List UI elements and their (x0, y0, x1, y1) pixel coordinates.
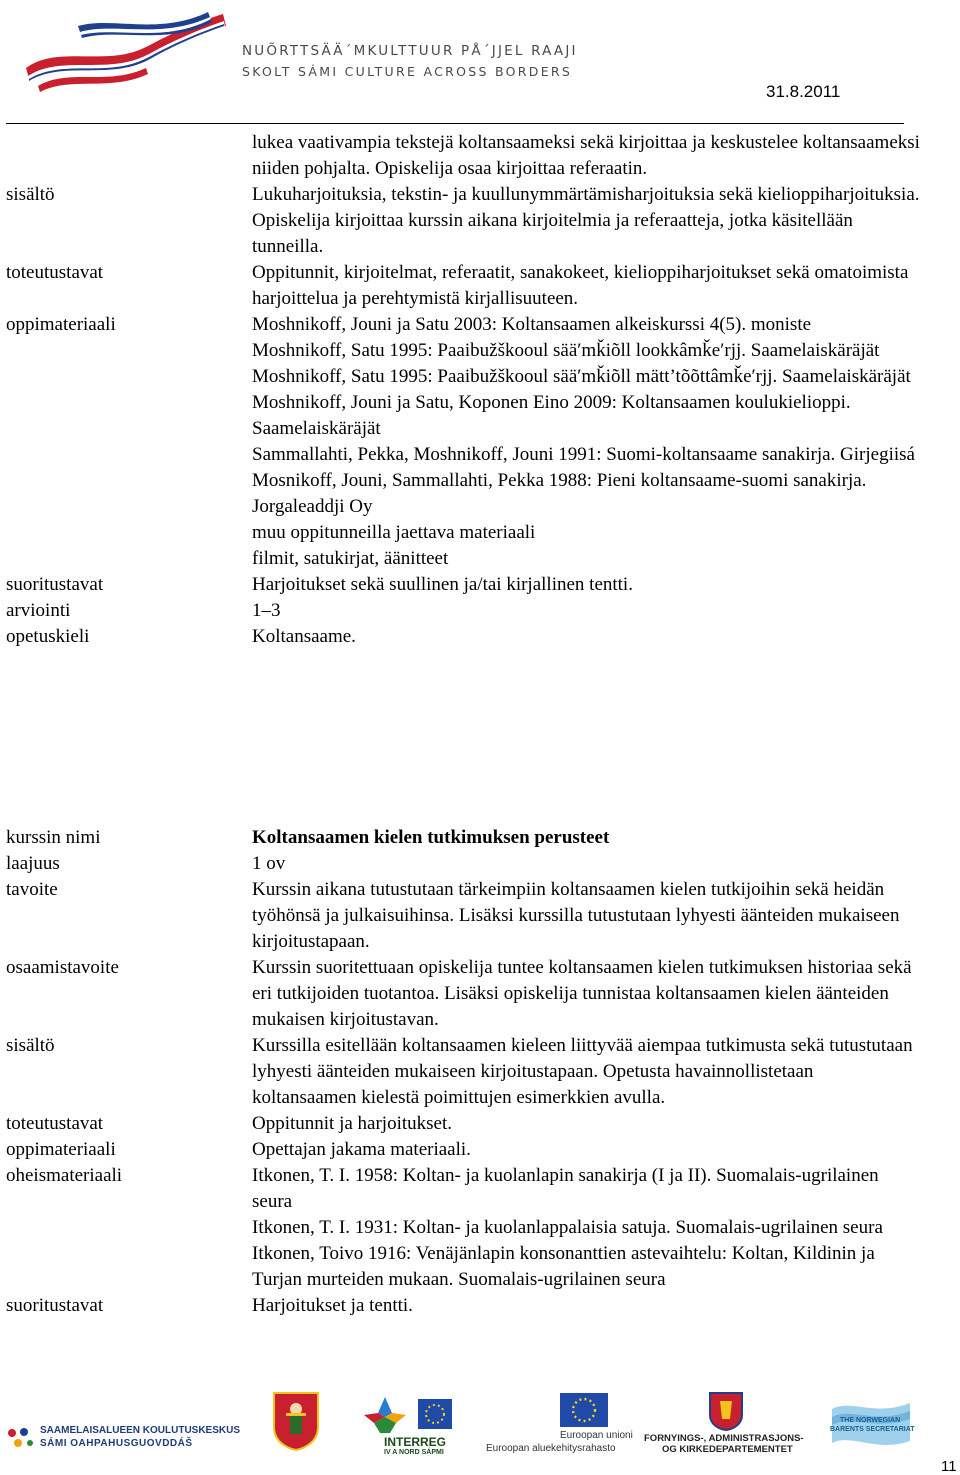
row-label: arviointi (6, 600, 71, 621)
value-line: Kurssilla esitellään koltansaamen kieleen liittyvää aiempaa tutkimusta sekä tutustutaan lyhyesti äänteiden mukaiseen kirjoitustapaan. Opetusta havainnollistetaan koltansaamen kielestä poimittujen esimerkkien avulla. (252, 1035, 913, 1108)
project-subtitle: SKOLT SÁMI CULTURE ACROSS BORDERS (242, 64, 573, 79)
row-label: suoritustavat (6, 574, 104, 595)
interreg-icon (362, 1395, 408, 1435)
ribbon-flag-logo (18, 6, 233, 96)
row-value (252, 598, 922, 624)
row-value (252, 877, 922, 955)
row-value (252, 851, 922, 877)
table-row (0, 598, 960, 624)
eu-flag-icon (560, 1393, 608, 1427)
table-row (0, 1137, 960, 1163)
value-line: Koltansaame. (252, 626, 356, 647)
value-line: Harjoitukset sekä suullinen ja/tai kirjallinen tentti. (252, 574, 633, 595)
row-value (252, 1293, 922, 1319)
row-value (252, 1111, 922, 1137)
eu-logo (486, 1393, 633, 1455)
table-row (0, 955, 960, 1033)
row-value (252, 312, 922, 572)
row-value (252, 955, 922, 1033)
row-label: oheismateriaali (6, 1165, 123, 1186)
reference-item: Itkonen, T. I. 1931: Koltan- ja kuolanlappalaisia satuja. Suomalais-ugrilainen seura (252, 1217, 883, 1238)
eu-flag-icon (418, 1399, 452, 1429)
row-value (252, 1033, 922, 1111)
value-line: Kurssin suoritettuaan opiskelija tuntee koltansaamen kielen tutkimuksen historiaa sekä eri tutkijoiden tuotantoa. Lisäksi opiskelija tunnistaa koltansaamen kielen äänteiden mukaisen kirjoitustavan. (252, 957, 912, 1030)
row-value (252, 1137, 922, 1163)
coat-of-arms-icon (272, 1391, 320, 1451)
eu-fund: Euroopan aluekehitysrahasto (486, 1443, 616, 1454)
sogsakk-logo (4, 1423, 244, 1453)
table-row (0, 624, 960, 650)
value-line: Kurssin aikana tutustutaan tärkeimpiin koltansaamen kielen tutkijoihin sekä heidän työhönsä ja julkaisuihinsa. Lisäksi kurssilla tutustutaan lyhyesti äänteiden mukaiseen kirjoitustapaan. (252, 879, 900, 952)
row-label: tavoite (6, 879, 58, 900)
reference-item: Sammallahti, Pekka, Moshnikoff, Jouni 1991: Suomi-koltansaame sanakirja. Girjegiisá (252, 444, 915, 465)
interreg-name: INTERREG (384, 1435, 447, 1449)
table-row (0, 1293, 960, 1319)
table-row (0, 260, 960, 312)
document-date: 31.8.2011 (766, 82, 841, 101)
reference-item: Moshnikoff, Jouni ja Satu 2003: Koltansaamen alkeiskurssi 4(5). moniste (252, 314, 812, 335)
value-line: lukea vaativampia tekstejä koltansaameksi sekä kirjoittaa ja keskustelee koltansaameksi niiden pohjalta. Opiskelija osaa kirjoittaa referaatin. (252, 132, 920, 179)
value-line: Opettajan jakama materiaali. (252, 1139, 471, 1160)
row-value (252, 1163, 922, 1293)
table-row (0, 825, 960, 851)
sogsakk-name: SAAMELAISALUEEN KOULUTUSKESKUS (40, 1425, 241, 1436)
row-label: toteutustavat (6, 1113, 104, 1134)
row-value (252, 572, 922, 598)
value-line: Oppitunnit, kirjoitelmat, referaatit, sanakokeet, kielioppiharjoitukset sekä omatoimista harjoittelua ja perehtymistä kirjallisuuteen. (252, 262, 909, 309)
table-row (0, 182, 960, 260)
row-label: osaamistavoite (6, 957, 119, 978)
table-row (0, 572, 960, 598)
page-number: 11 (941, 1458, 957, 1475)
reference-item: Moshnikoff, Satu 1995: Paaibužškooul sää′mǩiõll lookkâmǩe′rjj. Saamelaiskäräjät (252, 340, 880, 361)
course-table-2 (0, 825, 960, 1319)
header-divider (6, 123, 904, 124)
reference-item: Itkonen, Toivo 1916: Venäjänlapin konsonanttien astevaihtelu: Koltan, Kildinin ja Turjan murteiden mukaan. Suomalais-ugrilainen seura (252, 1243, 875, 1290)
course-table-1 (0, 130, 960, 650)
row-label: laajuus (6, 853, 60, 874)
reference-item: Moshnikoff, Satu 1995: Paaibužškooul sää′mǩiõll mätt’tõõttâmǩe′rjj. Saamelaiskäräjät (252, 366, 911, 387)
row-label: suoritustavat (6, 1295, 104, 1316)
ministry-logo (644, 1391, 814, 1453)
barents-secretariat-logo (826, 1397, 916, 1449)
row-label: oppimateriaali (6, 314, 116, 335)
table-row (0, 1033, 960, 1111)
value-line: 1–3 (252, 600, 281, 621)
row-value (252, 182, 922, 260)
eu-name: Euroopan unioni (560, 1430, 633, 1441)
reference-item: Mosnikoff, Jouni, Sammallahti, Pekka 1988: Pieni koltansaame-suomi sanakirja. Jorgaleaddji Oy (252, 470, 867, 517)
row-value (252, 624, 922, 650)
value-line: Harjoitukset ja tentti. (252, 1295, 413, 1316)
reference-item: filmit, satukirjat, äänitteet (252, 548, 449, 569)
barents-name-cont: BARENTS SECRETARIAT (830, 1426, 915, 1433)
row-label: toteutustavat (6, 262, 104, 283)
table-row (0, 312, 960, 572)
interreg-logo (358, 1395, 458, 1455)
ministry-name-cont: OG KIRKEDEPARTEMENTET (662, 1444, 793, 1455)
value-line: Lukuharjoituksia, tekstin- ja kuullunymmärtämisharjoituksia sekä kielioppiharjoituksia. Opiskelija kirjoittaa kurssin aikana kirjoitelmia ja referaatteja, jotka käsitellään tunneilla. (252, 184, 920, 257)
table-row (0, 851, 960, 877)
row-value (252, 825, 922, 851)
sogsakk-icon (4, 1425, 36, 1451)
reference-item: Itkonen, T. I. 1958: Koltan- ja kuolanlapin sanakirja (I ja II). Suomalais-ugrilainen seura (252, 1165, 879, 1212)
reference-item: Moshnikoff, Jouni ja Satu, Koponen Eino 2009: Koltansaamen koulukielioppi. Saamelaiskäräjät (252, 392, 851, 439)
table-row (0, 1111, 960, 1137)
row-label: opetuskieli (6, 626, 90, 647)
sponsor-logos (0, 1385, 960, 1474)
row-value (252, 130, 922, 182)
project-title: NUÕRTTSÄÄ´MKULTTUUR PÅ´JJEL RAAJI (242, 43, 578, 59)
sogsakk-name-sami: SÁMI OAHPAHUSGUOVDDÁŠ (40, 1438, 193, 1449)
norwegian-lion-crest-icon (708, 1391, 744, 1431)
table-row (0, 1163, 960, 1293)
page-header (0, 0, 960, 130)
row-label: kurssin nimi (6, 827, 101, 848)
row-label: oppimateriaali (6, 1139, 116, 1160)
table-row (0, 130, 960, 182)
reference-item: muu oppitunneilla jaettava materiaali (252, 522, 536, 543)
row-value (252, 260, 922, 312)
interreg-program: IV A NORD SÁPMI (384, 1449, 444, 1456)
row-label: sisältö (6, 184, 55, 205)
barents-name: THE NORWEGIAN (840, 1417, 901, 1424)
course-name: Koltansaamen kielen tutkimuksen perusteet (252, 827, 610, 848)
value-line: Oppitunnit ja harjoitukset. (252, 1113, 453, 1134)
ministry-name: FORNYINGS-, ADMINISTRASJONS- (644, 1433, 804, 1444)
value-line: 1 ov (252, 853, 286, 874)
table-row (0, 877, 960, 955)
row-label: sisältö (6, 1035, 55, 1056)
